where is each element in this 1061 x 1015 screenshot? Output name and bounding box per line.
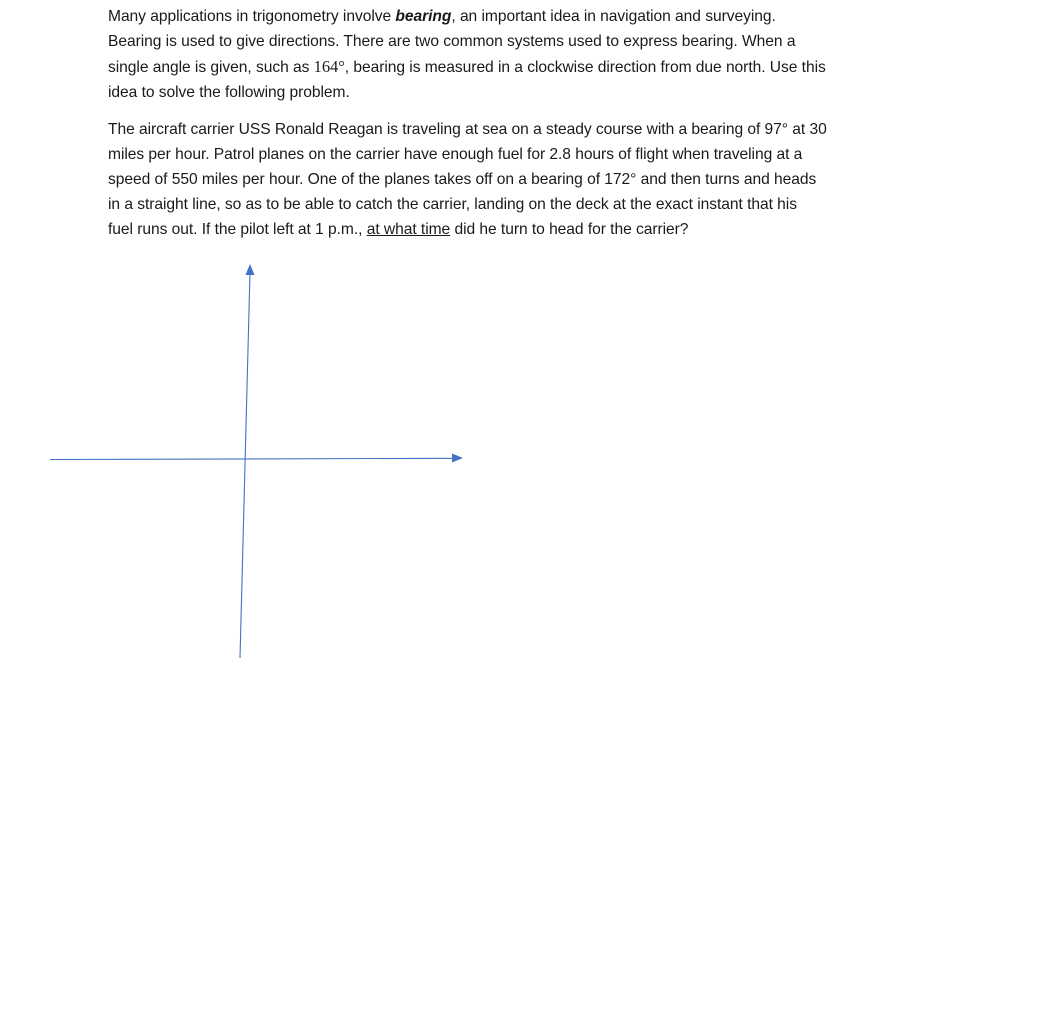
horizontal-axis-line — [50, 458, 453, 459]
intro-line-1 — [108, 4, 958, 29]
problem-line-1: The aircraft carrier USS Ronald Reagan is traveling at sea on a steady course with a bearing of 97° at 30 — [108, 121, 827, 138]
vertical-axis — [240, 264, 255, 658]
text-run: fuel runs out. If the pilot left at 1 p.m., — [108, 221, 367, 238]
problem-paragraph — [108, 117, 958, 242]
text-run: single angle is given, such as — [108, 59, 314, 76]
text-run: , bearing is measured in a clockwise direction from due north. Use this — [344, 59, 826, 76]
arrow-right-icon — [452, 454, 463, 463]
problem-line-4: in a straight line, so as to be able to catch the carrier, landing on the deck at the exact instant that his — [108, 196, 797, 213]
example-angle: 164° — [313, 57, 345, 76]
intro-line-3 — [108, 54, 958, 80]
document-page — [108, 4, 958, 242]
question-emphasis: at what time — [366, 221, 451, 238]
text-run: , an important idea in navigation and surveying. — [451, 8, 776, 25]
vertical-axis-line — [240, 272, 250, 658]
text-run: did he turn to head for the carrier? — [450, 221, 689, 238]
text-run: Many applications in trigonometry involve — [108, 8, 396, 25]
intro-line-4: idea to solve the following problem. — [108, 84, 350, 101]
horizontal-axis — [50, 454, 463, 463]
problem-line-5 — [108, 217, 958, 242]
intro-line-2: Bearing is used to give directions. There are two common systems used to express bearing. When a — [108, 33, 796, 50]
problem-line-2: miles per hour. Patrol planes on the carrier have enough fuel for 2.8 hours of flight when traveling at a — [108, 146, 803, 163]
problem-line-3: speed of 550 miles per hour. One of the planes takes off on a bearing of 172° and then turns and heads — [108, 171, 817, 188]
arrow-up-icon — [246, 264, 255, 275]
intro-paragraph — [108, 4, 958, 105]
bearing-term: bearing — [395, 8, 452, 25]
